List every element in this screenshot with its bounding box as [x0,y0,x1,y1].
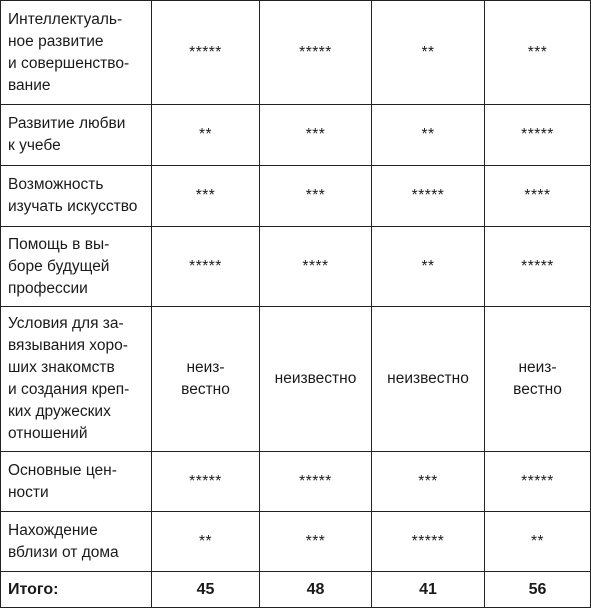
rating-cell: *** [152,166,260,227]
rating-cell: *** [260,105,372,166]
rating-cell: ** [372,1,485,105]
total-value: 45 [152,572,260,608]
table-row [1,227,591,307]
rating-cell: ***** [260,452,372,512]
rating-cell: ** [485,512,591,572]
row-label: Интеллектуаль- ное развитие и совершенство- вание [1,1,152,105]
row-label: Основные цен- ности [1,452,152,512]
rating-cell: ** [152,105,260,166]
rating-cell: неиз- вестно [152,307,260,452]
rating-cell: *** [260,166,372,227]
total-label: Итого: [1,572,152,608]
total-value: 56 [485,572,591,608]
rating-cell: **** [485,166,591,227]
row-label: Помощь в вы- боре будущей профессии [1,227,152,307]
row-label: Условия для за- вязывания хоро- ших знакомств и создания креп- ких дружеских отношений [1,307,152,452]
row-label: Возможность изучать искусство [1,166,152,227]
rating-cell: ** [372,105,485,166]
table-row [1,307,591,452]
row-label: Развитие любви к учебе [1,105,152,166]
table-row [1,512,591,572]
table-row [1,452,591,512]
table-row [1,166,591,227]
rating-cell: ***** [485,452,591,512]
rating-cell: ***** [485,227,591,307]
rating-cell: ** [152,512,260,572]
rating-cell: неиз- вестно [485,307,591,452]
rating-cell: неизвестно [260,307,372,452]
row-label: Нахождение вблизи от дома [1,512,152,572]
rating-cell: неизвестно [372,307,485,452]
rating-cell: ***** [260,1,372,105]
rating-cell: ***** [372,512,485,572]
total-value: 48 [260,572,372,608]
rating-cell: *** [260,512,372,572]
rating-cell: ***** [152,1,260,105]
rating-cell: ***** [372,166,485,227]
rating-cell: *** [372,452,485,512]
rating-cell: ***** [485,105,591,166]
rating-cell: ** [372,227,485,307]
table-row [1,105,591,166]
rating-cell: *** [485,1,591,105]
table-row [1,1,591,105]
rating-cell: ***** [152,452,260,512]
total-row [1,572,591,608]
total-value: 41 [372,572,485,608]
rating-cell: **** [260,227,372,307]
rating-cell: ***** [152,227,260,307]
